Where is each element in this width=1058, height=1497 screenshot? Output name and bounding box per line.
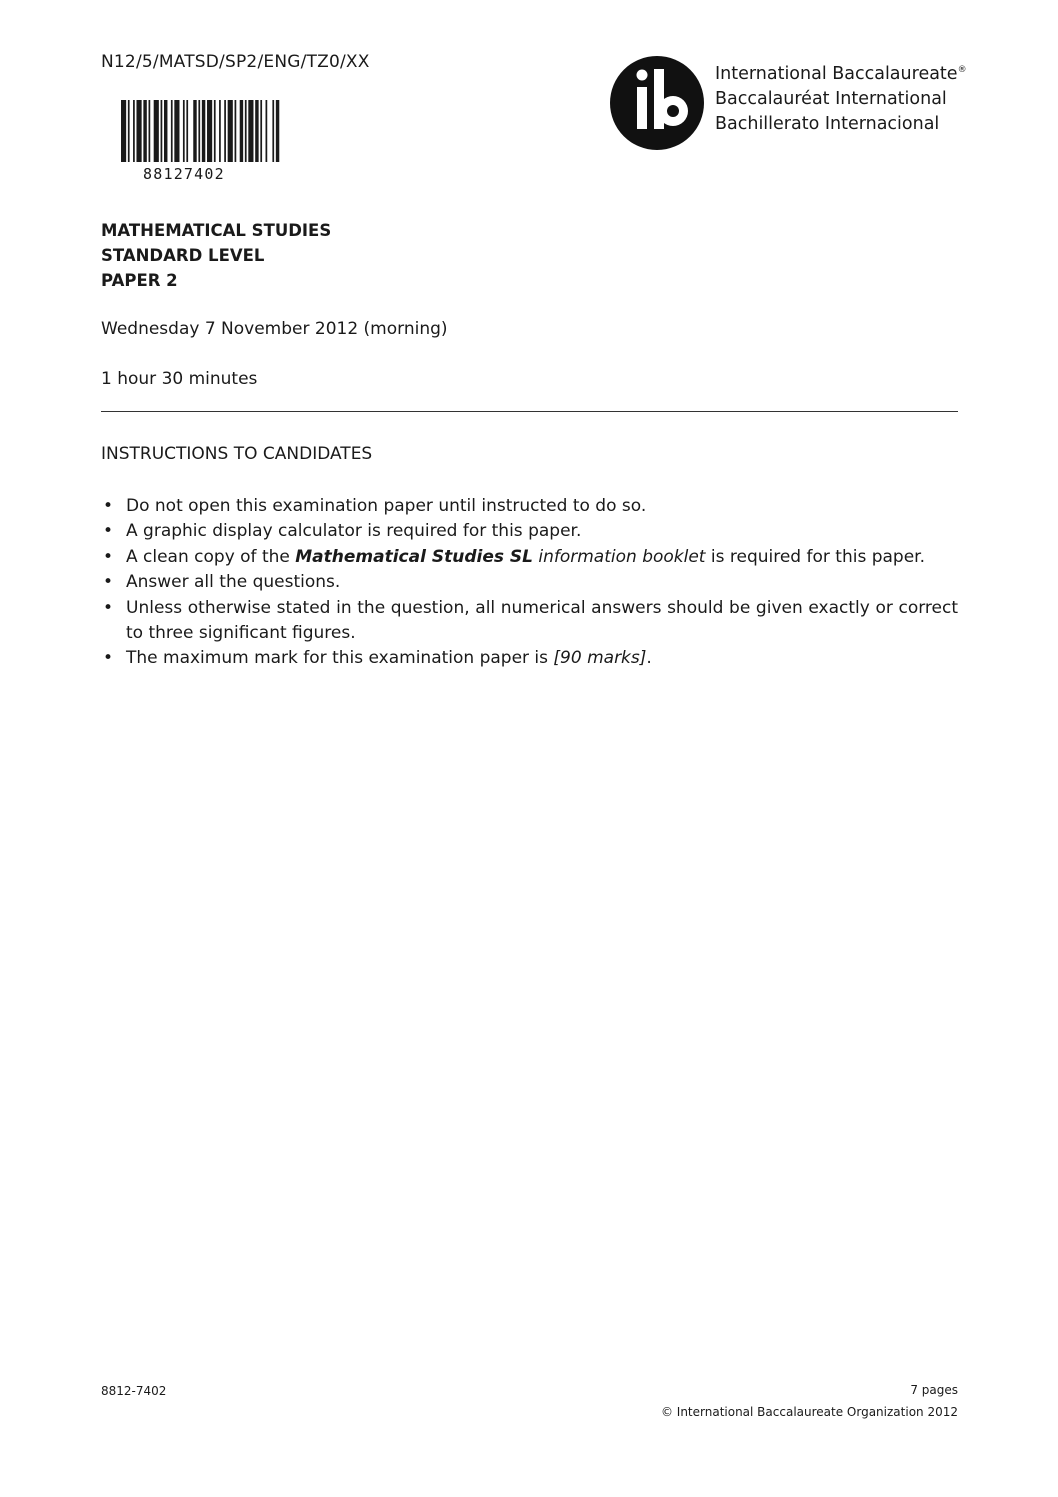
barcode-bar — [260, 100, 262, 162]
barcode-bar — [128, 100, 130, 162]
barcode-bar — [164, 100, 167, 162]
exam-date: Wednesday 7 November 2012 (morning) — [101, 319, 448, 339]
barcode-bar — [214, 100, 216, 162]
instructions-heading: INSTRUCTIONS TO CANDIDATES — [101, 444, 373, 464]
footer-code: 8812-7402 — [101, 1384, 167, 1398]
ib-logo-icon — [609, 55, 705, 151]
barcode-bar — [224, 100, 226, 162]
max-marks: [90 marks] — [553, 648, 647, 669]
barcode-bar — [240, 100, 243, 162]
divider — [101, 411, 958, 412]
barcode-bar — [202, 100, 205, 162]
barcode-bar — [161, 100, 163, 162]
booklet-title: Mathematical Studies SL — [295, 546, 533, 567]
barcode-bar — [193, 100, 196, 162]
instruction-text: . — [646, 648, 652, 669]
instruction-text: Unless otherwise stated in the question, all numerical answers should be given exactly or correct to three significant figures. — [126, 597, 958, 644]
instruction-text: A graphic display calculator is required for this paper. — [126, 521, 582, 542]
instruction-text: A clean copy of the — [126, 546, 296, 567]
barcode — [121, 100, 281, 162]
subject-title: MATHEMATICAL STUDIES — [101, 221, 332, 240]
barcode-bar — [276, 100, 279, 162]
barcode-bar — [174, 100, 179, 162]
paper-title: PAPER 2 — [101, 271, 178, 290]
instruction-item — [101, 570, 958, 595]
barcode-bar — [235, 100, 237, 162]
footer-page-count: 7 pages — [910, 1383, 958, 1397]
ib-name-english — [715, 62, 967, 87]
barcode-bar — [207, 100, 212, 162]
barcode-bar — [272, 100, 274, 162]
instruction-item — [101, 596, 958, 647]
instructions-list — [101, 494, 958, 672]
ib-name-spanish: Bachillerato Internacional — [715, 114, 940, 134]
instruction-item — [101, 519, 958, 544]
barcode-bar — [121, 100, 126, 162]
ib-name-french: Baccalauréat International — [715, 89, 947, 109]
barcode-bar — [266, 100, 268, 162]
instruction-text: Answer all the questions. — [126, 572, 341, 593]
barcode-bar — [245, 100, 247, 162]
barcode-bar — [186, 100, 188, 162]
instruction-text: The maximum mark for this examination paper is — [126, 648, 554, 669]
barcode-bar — [255, 100, 258, 162]
instruction-text: is required for this paper. — [705, 546, 925, 567]
barcode-bar — [149, 100, 151, 162]
barcode-bar — [133, 100, 135, 162]
barcode-bar — [198, 100, 200, 162]
instruction-item — [101, 545, 958, 570]
barcode-bar — [248, 100, 253, 162]
booklet-word: information booklet — [532, 546, 706, 567]
instruction-text: Do not open this examination paper until instructed to do so. — [126, 496, 647, 516]
exam-duration: 1 hour 30 minutes — [101, 369, 258, 389]
ib-name-english-text: International Baccalaureate — [715, 64, 958, 84]
barcode-bar — [136, 100, 141, 162]
barcode-bar — [171, 100, 173, 162]
registered-mark: ® — [957, 65, 967, 76]
barcode-bar — [143, 100, 146, 162]
barcode-bar — [183, 100, 185, 162]
barcode-bar — [154, 100, 159, 162]
level-title: STANDARD LEVEL — [101, 246, 265, 265]
barcode-bar — [228, 100, 233, 162]
paper-code: N12/5/MATSD/SP2/ENG/TZ0/XX — [101, 52, 370, 72]
instruction-item — [101, 646, 958, 671]
barcode-bar — [219, 100, 221, 162]
instruction-item — [101, 494, 958, 519]
footer-copyright: © International Baccalaureate Organization 2012 — [660, 1405, 958, 1419]
barcode-number: 88127402 — [143, 165, 225, 183]
